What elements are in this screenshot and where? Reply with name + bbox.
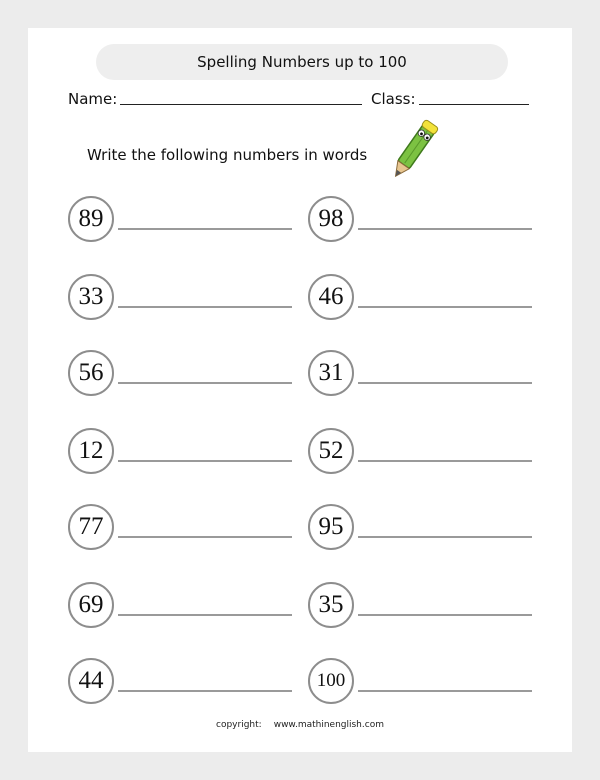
class-label: Class: xyxy=(371,90,416,108)
site-link[interactable]: www.mathinenglish.com xyxy=(273,720,384,730)
number-item xyxy=(68,428,308,474)
answer-line[interactable] xyxy=(118,382,292,384)
number-badge: 46 xyxy=(308,274,354,320)
answer-line[interactable] xyxy=(118,536,292,538)
number-item xyxy=(308,274,548,320)
answer-line[interactable] xyxy=(118,306,292,308)
number-badge: 77 xyxy=(68,504,114,550)
instructions-text: Write the following numbers in words xyxy=(87,146,368,164)
number-item xyxy=(68,274,308,320)
title-text: Spelling Numbers up to 100 xyxy=(197,53,407,71)
number-item xyxy=(308,196,548,242)
copyright-label: copyright: xyxy=(216,720,262,730)
answer-line[interactable] xyxy=(118,690,292,692)
number-item xyxy=(68,582,308,628)
number-badge: 95 xyxy=(308,504,354,550)
answer-line[interactable] xyxy=(358,536,532,538)
number-badge: 100 xyxy=(308,658,354,704)
number-item xyxy=(308,350,548,396)
number-badge: 89 xyxy=(68,196,114,242)
footer xyxy=(28,720,572,730)
number-badge: 31 xyxy=(308,350,354,396)
number-badge: 98 xyxy=(308,196,354,242)
number-badge: 44 xyxy=(68,658,114,704)
number-item xyxy=(308,658,548,704)
worksheet-title xyxy=(96,44,508,80)
number-badge: 33 xyxy=(68,274,114,320)
answer-line[interactable] xyxy=(358,228,532,230)
answer-line[interactable] xyxy=(118,460,292,462)
number-badge: 35 xyxy=(308,582,354,628)
number-item xyxy=(68,658,308,704)
number-badge: 52 xyxy=(308,428,354,474)
number-badge: 12 xyxy=(68,428,114,474)
answer-line[interactable] xyxy=(358,306,532,308)
answer-line[interactable] xyxy=(118,614,292,616)
answer-line[interactable] xyxy=(358,460,532,462)
name-field-line[interactable] xyxy=(120,104,362,105)
number-item xyxy=(308,428,548,474)
answer-line[interactable] xyxy=(358,614,532,616)
pencil-icon xyxy=(383,116,443,190)
answer-line[interactable] xyxy=(358,690,532,692)
answer-line[interactable] xyxy=(118,228,292,230)
name-label: Name: xyxy=(68,90,118,108)
number-item xyxy=(308,582,548,628)
class-field-line[interactable] xyxy=(419,104,529,105)
number-badge: 69 xyxy=(68,582,114,628)
number-item xyxy=(308,504,548,550)
number-item xyxy=(68,350,308,396)
number-badge: 56 xyxy=(68,350,114,396)
number-item xyxy=(68,196,308,242)
answer-line[interactable] xyxy=(358,382,532,384)
worksheet xyxy=(28,28,572,752)
number-item xyxy=(68,504,308,550)
